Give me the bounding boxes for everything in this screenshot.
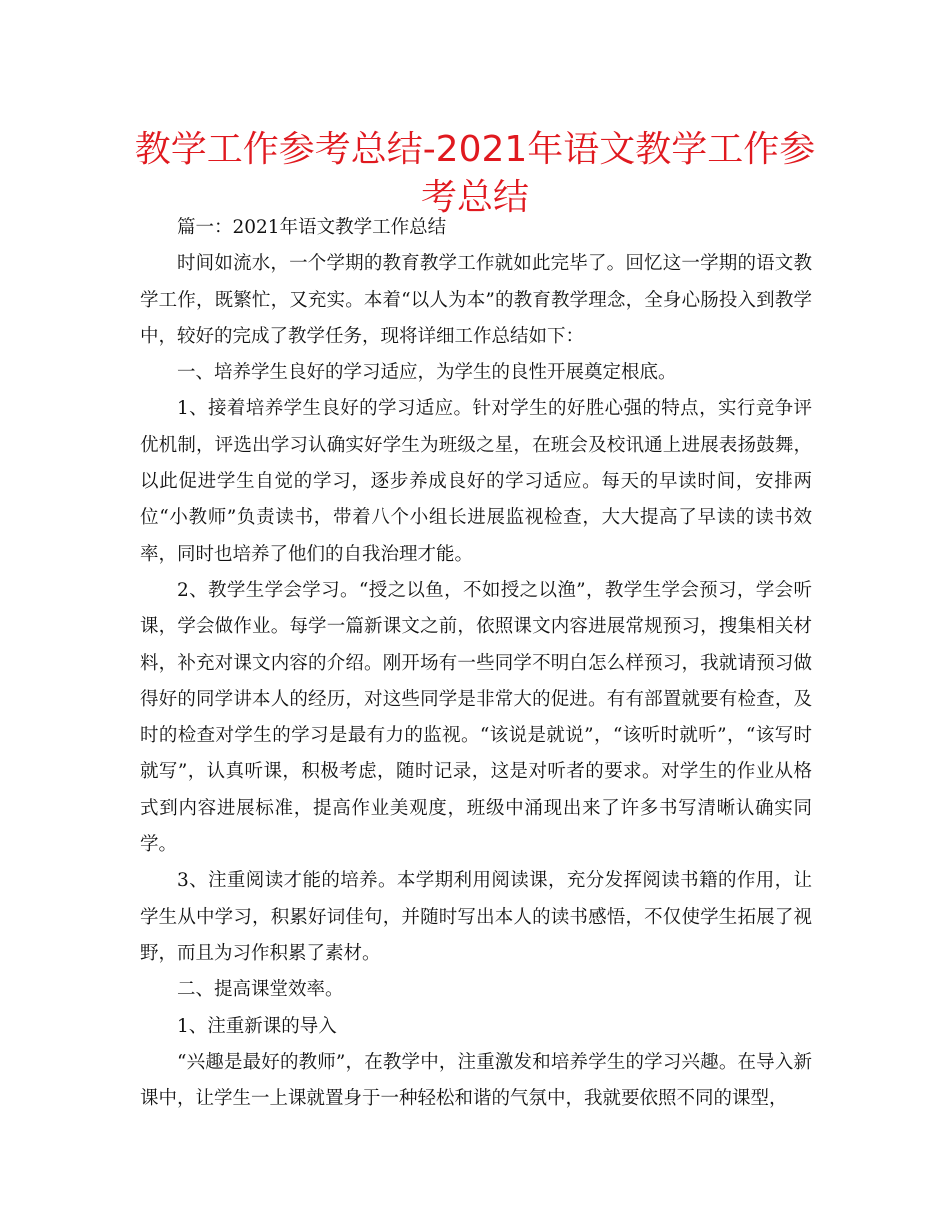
- paragraph-section-label: 篇一：2021年语文教学工作总结: [177, 217, 447, 238]
- document-title: 教学工作参考总结-2021年语文教学工作参考总结: [134, 129, 816, 218]
- paragraph-heading-1: 一、培养学生良好的学习适应，为学生的良性开展奠定根底。: [177, 362, 677, 384]
- paragraph-heading-2: 二、提高课堂效率。: [177, 979, 344, 1001]
- paragraph-item-2-1-body: “兴趣是最好的教师”，在教学中，注重激发和培养学生的学习兴趣。在导入新课中，让学生一上课就置身于一种轻松和谐的气氛中，我就要依照不同的课型，: [140, 1051, 812, 1110]
- document-body: [140, 210, 812, 1117]
- paragraph-item-1-3: 3、注重阅读才能的培养。本学期利用阅读课，充分发挥阅读书籍的作用，让学生从中学习，积累好词佳句，并随时写出本人的读书感悟，不仅使学生拓展了视野，而且为习作积累了素材。: [140, 870, 812, 964]
- paragraph-item-1-1: 1、接着培养学生良好的学习适应。针对学生的好胜心强的特点，实行竞争评优机制，评选出学习认确实好学生为班级之星，在班会及校讯通上进展表扬鼓舞，以此促进学生自觉的学习，逐步养成良好的学习适应。每天的早读时间，安排两位“小教师”负责读书，带着八个小组长进展监视检查，大大提高了早读的读书效率，同时也培养了他们的自我治理才能。: [140, 398, 812, 565]
- paragraph-item-1-2: 2、教学生学会学习。“授之以鱼，不如授之以渔”，教学生学会预习，学会听课，学会做作业。每学一篇新课文之前，依照课文内容进展常规预习，搜集相关材料，补充对课文内容的介绍。刚开场有一些同学不明白怎么样预习，我就请预习做得好的同学讲本人的经历，对这些同学是非常大的促进。有有部置就要有检查，及时的检查对学生的学习是最有力的监视。“该说是就说”，“该听时就听”，“该写时就写”，认真听课，积极考虑，随时记录，这是对听者的要求。对学生的作业从格式到内容进展标准，提高作业美观度，班级中涌现出来了许多书写清晰认确实同学。: [140, 579, 812, 856]
- paragraph-item-2-1: 1、注重新课的导入: [177, 1015, 337, 1037]
- paragraph-intro: 时间如流水，一个学期的教育教学工作就如此完毕了。回忆这一学期的语文教学工作，既繁忙，又充实。本着“以人为本”的教育教学理念，全身心肠投入到教学中，较好的完成了教学任务，现将详细工作总结如下：: [140, 253, 812, 347]
